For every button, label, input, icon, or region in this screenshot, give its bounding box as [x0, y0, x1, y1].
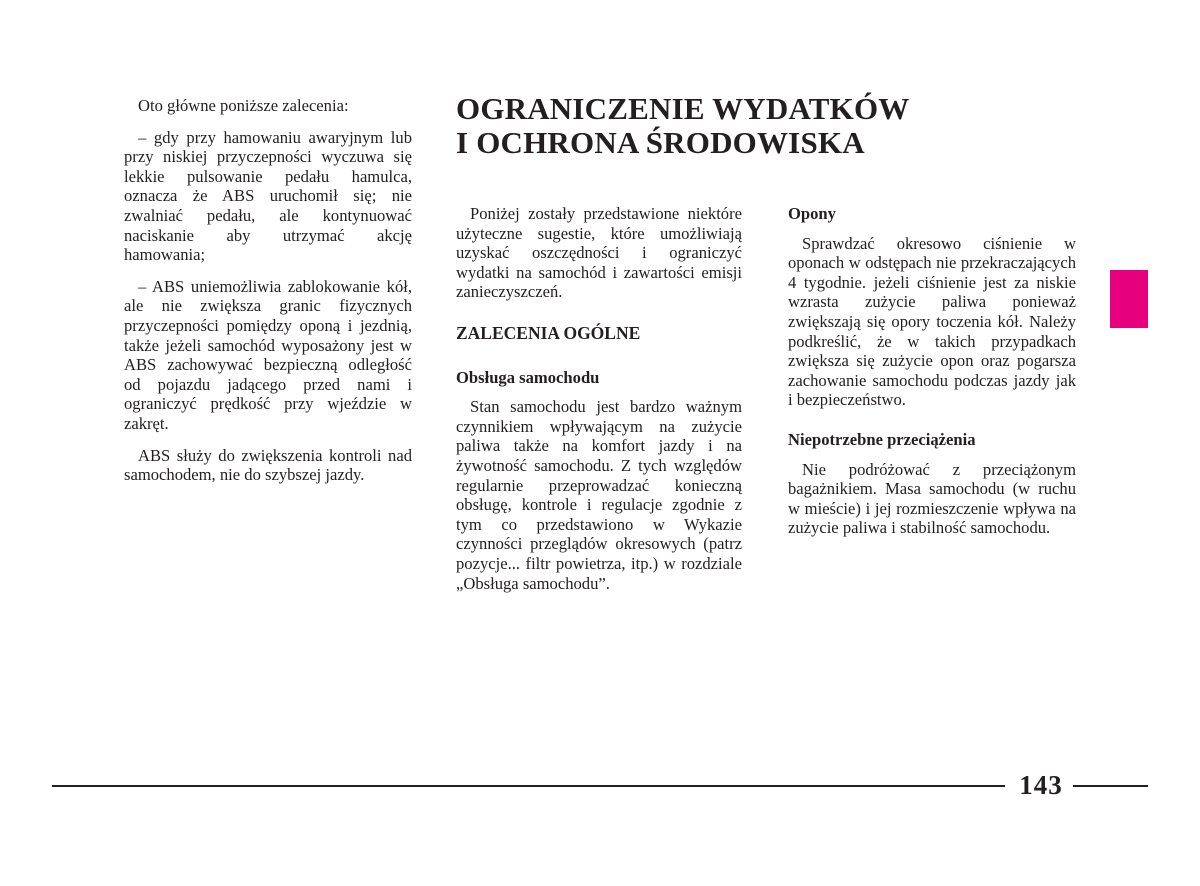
abs-paragraph-2: – ABS uniemożliwia zablokowanie kół, ale nie zwiększa granic fizycznych przyczepności pomiędzy oponą i jezdnią, także jeżeli samochód wyposażony jest w ABS zachowywać bezpieczną odległość od pojazdu jadącego przed nami i ograniczyć prędkość przy wjeździe w zakręt. — [124, 276, 412, 433]
general-heading: ZALECENIA OGÓLNE — [456, 322, 641, 343]
overload-text: Nie podróżować z przeciążonym bagażnikiem. Masa samochodu (w ruchu w mieście) i jej rozmieszczenie wpływa na zużycie paliwa i stabilność samochodu. — [788, 459, 1076, 538]
right-column — [788, 204, 1076, 550]
footer-rule-right — [1073, 785, 1148, 787]
abs-paragraph-3: ABS służy do zwiększenia kontroli nad samochodem, nie do szybszej jazdy. — [124, 445, 412, 485]
tyres-text: Sprawdzać okresowo ciśnienie w oponach w odstępach nie przekraczających 4 tygodnie. jeżeli ciśnienie jest za niskie wzrasta zużycie paliwa ponieważ zwiększają się opory toczenia kół. Należy podkreślić, że w takich przypadkach zwiększa się zużycie opon oraz pogarsza zachowanie samochodu podczas jazdy jak i bezpieczeństwo. — [788, 233, 1076, 410]
section-title — [456, 92, 976, 160]
page-number: 143 — [1019, 770, 1063, 800]
abs-paragraph-1: – gdy przy hamowaniu awaryjnym lub przy niskiej przyczepności wyczuwa się lekkie pulsowanie pedału hamulca, oznacza że ABS uruchomił się; nie zwalniać pedału, ale kontynuować naciskanie aby utrzymać akcję hamowania; — [124, 127, 412, 265]
section-title-line-2: I OCHRONA ŚRODOWISKA — [456, 125, 865, 160]
subheading-tyres: Opony — [788, 204, 836, 223]
left-column — [124, 96, 412, 497]
middle-column — [456, 204, 742, 605]
section-title-line-1: OGRANICZENIE WYDATKÓW — [456, 91, 910, 126]
chapter-tab-marker — [1110, 270, 1148, 328]
subheading-overload: Niepotrzebne przeciążenia — [788, 429, 976, 449]
intro-text: Poniżej zostały przedstawione niektóre użyteczne sugestie, które umożliwiają uzyskać oszczędności i ograniczyć wydatki na samochód i zawartości emisji zanieczyszczeń. — [456, 204, 742, 302]
subheading-maintenance: Obsługa samochodu — [456, 367, 600, 387]
footer-rule-left — [52, 785, 1005, 787]
intro-paragraph: Oto główne poniższe zalecenia: — [138, 96, 349, 115]
maintenance-text: Stan samochodu jest bardzo ważnym czynnikiem wpływającym na zużycie paliwa także na komfort jazdy i na żywotność samochodu. Z tych względów regularnie przeprowadzać konieczną obsługę, kontrole i regulacje zgodnie z tym co przedstawiono w Wykazie czynności przeglądów okresowych (patrz pozycje... filtr powietrza, itp.) w rozdziale „Obsługa samochodu”. — [456, 397, 742, 593]
